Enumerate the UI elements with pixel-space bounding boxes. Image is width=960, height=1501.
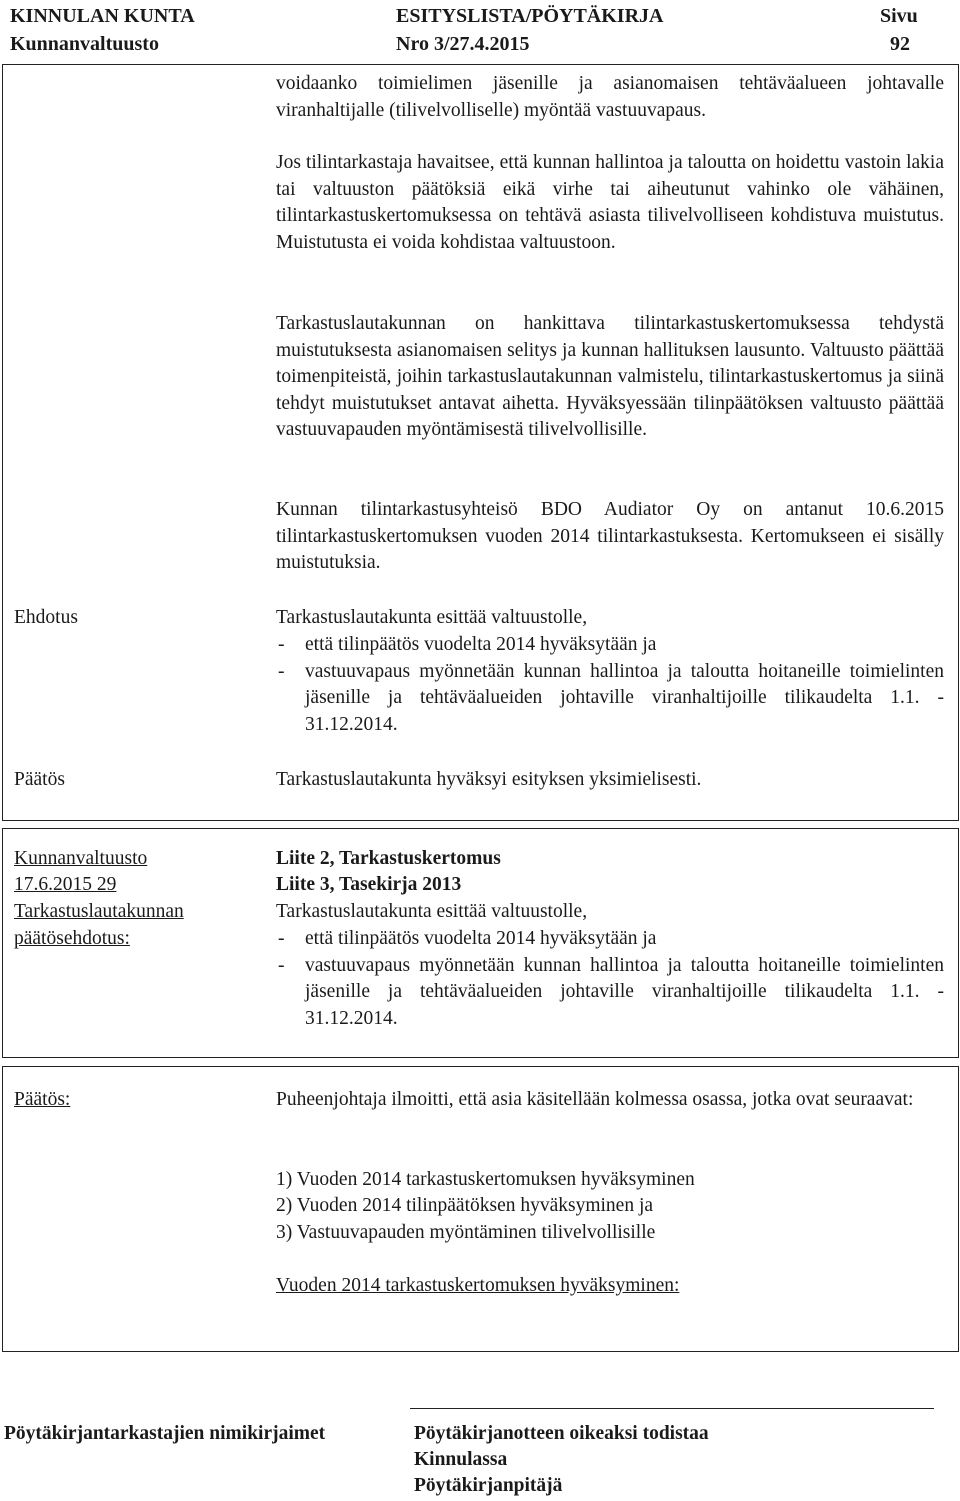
meeting-reference: 17.6.2015 29 <box>14 874 117 895</box>
page-number: 92 <box>890 33 910 55</box>
list-item: - että tilinpäätös vuodelta 2014 hyväksytään ja <box>276 926 944 953</box>
ehdotus-list <box>276 632 944 738</box>
intro-paragraph: voidaanko toimielimen jäsenille ja asianomaisen tehtäväalueen johtavalle viranhaltijalle (tilivelvolliselle) myöntää vastuuvapaus. <box>276 73 944 121</box>
proposal-label: päätösehdotus: <box>14 928 130 949</box>
paragraph-audit-report: Kunnan tilintarkastusyhteisö BDO Audiator Oy on antanut 10.6.2015 tilintarkastuskertomuksen vuoden 2014 tilintarkastuksesta. Kertomukseen ei sisälly muistutuksia. <box>276 499 944 573</box>
decision-intro: Puheenjohtaja ilmoitti, että asia käsitellään kolmessa osassa, jotka ovat seuraavat: <box>276 1089 914 1110</box>
attachment-2: Liite 2, Tarkastuskertomus <box>276 848 501 869</box>
list-item: - että tilinpäätös vuodelta 2014 hyväksytään ja <box>276 632 944 659</box>
footer-place: Kinnulassa <box>414 1449 508 1470</box>
decision-subheading: Vuoden 2014 tarkastuskertomuksen hyväksyminen: <box>276 1275 680 1296</box>
decision-label: Päätös: <box>14 1089 71 1110</box>
decision-item-3: 3) Vastuuvapauden myöntäminen tilivelvollisille <box>276 1222 656 1243</box>
paatos-label: Päätös <box>14 769 65 790</box>
paragraph-auditor-remark: Jos tilintarkastaja havaitsee, että kunnan hallintoa ja taloutta on hoidettu vastoin lakia tai valtuuston päätöksiä eikä virhe tai aiheutunut vahinko ole vähäinen, tilintarkastuskertomuksessa on tehtävä asiasta tilivelvolliseen kohdistuva muistutus. Muistutusta ei voida kohdistaa valtuustoon. <box>276 152 944 253</box>
ehdotus-label: Ehdotus <box>14 607 78 628</box>
footer-secretary: Pöytäkirjanpitäjä <box>414 1475 563 1496</box>
ehdotus-intro: Tarkastuslautakunta esittää valtuustolle, <box>276 607 588 628</box>
body-name: Kunnanvaltuusto <box>10 33 159 55</box>
document-number: Nro 3/27.4.2015 <box>396 33 530 55</box>
decision-item-2: 2) Vuoden 2014 tilinpäätöksen hyväksyminen ja <box>276 1195 654 1216</box>
footer-divider <box>410 1408 934 1409</box>
page-label: Sivu <box>880 5 918 27</box>
footer-certification: Pöytäkirjanotteen oikeaksi todistaa <box>414 1423 709 1444</box>
document-type: ESITYSLISTA/PÖYTÄKIRJA <box>396 5 664 27</box>
decision-item-1: 1) Vuoden 2014 tarkastuskertomuksen hyväksyminen <box>276 1169 695 1190</box>
council-proposal-list <box>276 926 944 1032</box>
municipality-name: KINNULAN KUNTA <box>10 5 195 27</box>
footer-reviewers-initials: Pöytäkirjantarkastajien nimikirjaimet <box>4 1423 326 1444</box>
council-label: Kunnanvaltuusto <box>14 848 148 869</box>
committee-label: Tarkastuslautakunnan <box>14 901 184 922</box>
attachment-3: Liite 3, Tasekirja 2013 <box>276 874 462 895</box>
paragraph-committee-duty: Tarkastuslautakunnan on hankittava tilintarkastuskertomuksessa tehdystä muistutuksesta asianomaisen selitys ja kunnan hallituksen lausunto. Valtuusto päättää toimenpiteistä, joihin tarkastuslautakunnan valmistelu, tilintarkastuskertomus ja siinä tehdyt muistutukset antavat aihetta. Hyväksyessään tilinpäätöksen valtuusto päättää vastuuvapauden myöntämisestä tilivelvollisille. <box>276 313 944 440</box>
list-item: - vastuuvapaus myönnetään kunnan hallintoa ja taloutta hoitaneille toimielinten jäsenille ja tehtäväalueiden johtaville viranhaltijoille tilikaudelta 1.1. - 31.12.2014. <box>276 659 944 739</box>
council-proposal-intro: Tarkastuslautakunta esittää valtuustolle, <box>276 901 588 922</box>
list-item: - vastuuvapaus myönnetään kunnan hallintoa ja taloutta hoitaneille toimielinten jäsenille ja tehtäväalueiden johtaville viranhaltijoille tilikaudelta 1.1. - 31.12.2014. <box>276 953 944 1033</box>
paatos-text: Tarkastuslautakunta hyväksyi esityksen yksimielisesti. <box>276 769 702 790</box>
